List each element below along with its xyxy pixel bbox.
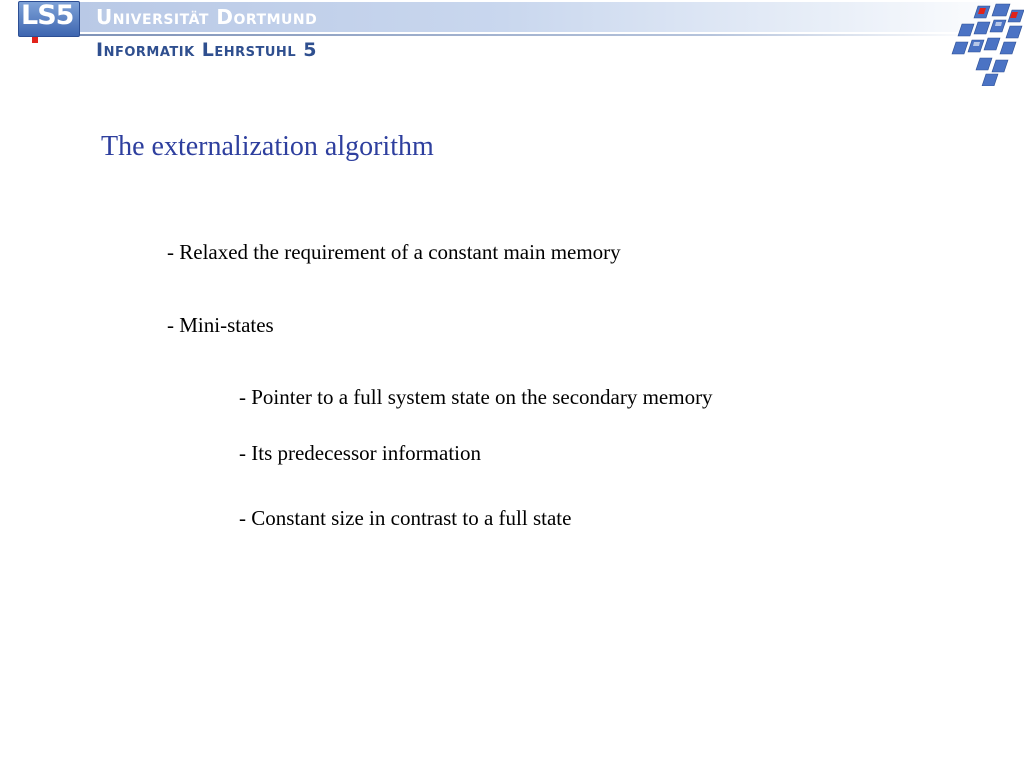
bullet-item: - Relaxed the requirement of a constant main memory xyxy=(167,240,621,264)
slide-title: The externalization algorithm xyxy=(101,131,434,162)
sub-bullet-item: - Constant size in contrast to a full state xyxy=(239,506,572,530)
university-emblem-icon xyxy=(950,2,1024,86)
header-band xyxy=(0,0,1024,36)
header-divider xyxy=(80,34,980,36)
sub-bullet-item: - Pointer to a full system state on the secondary memory xyxy=(239,385,713,409)
university-name: Universität Dortmund xyxy=(96,5,318,29)
bullet-item: - Mini-states xyxy=(167,313,274,337)
sub-bullet-item: - Its predecessor information xyxy=(239,441,482,465)
ls5-logo-dot xyxy=(32,37,38,43)
ls5-logo-text: LS5 xyxy=(21,0,74,31)
ls5-logo xyxy=(18,0,80,46)
chair-name: Informatik Lehrstuhl 5 xyxy=(96,39,317,61)
